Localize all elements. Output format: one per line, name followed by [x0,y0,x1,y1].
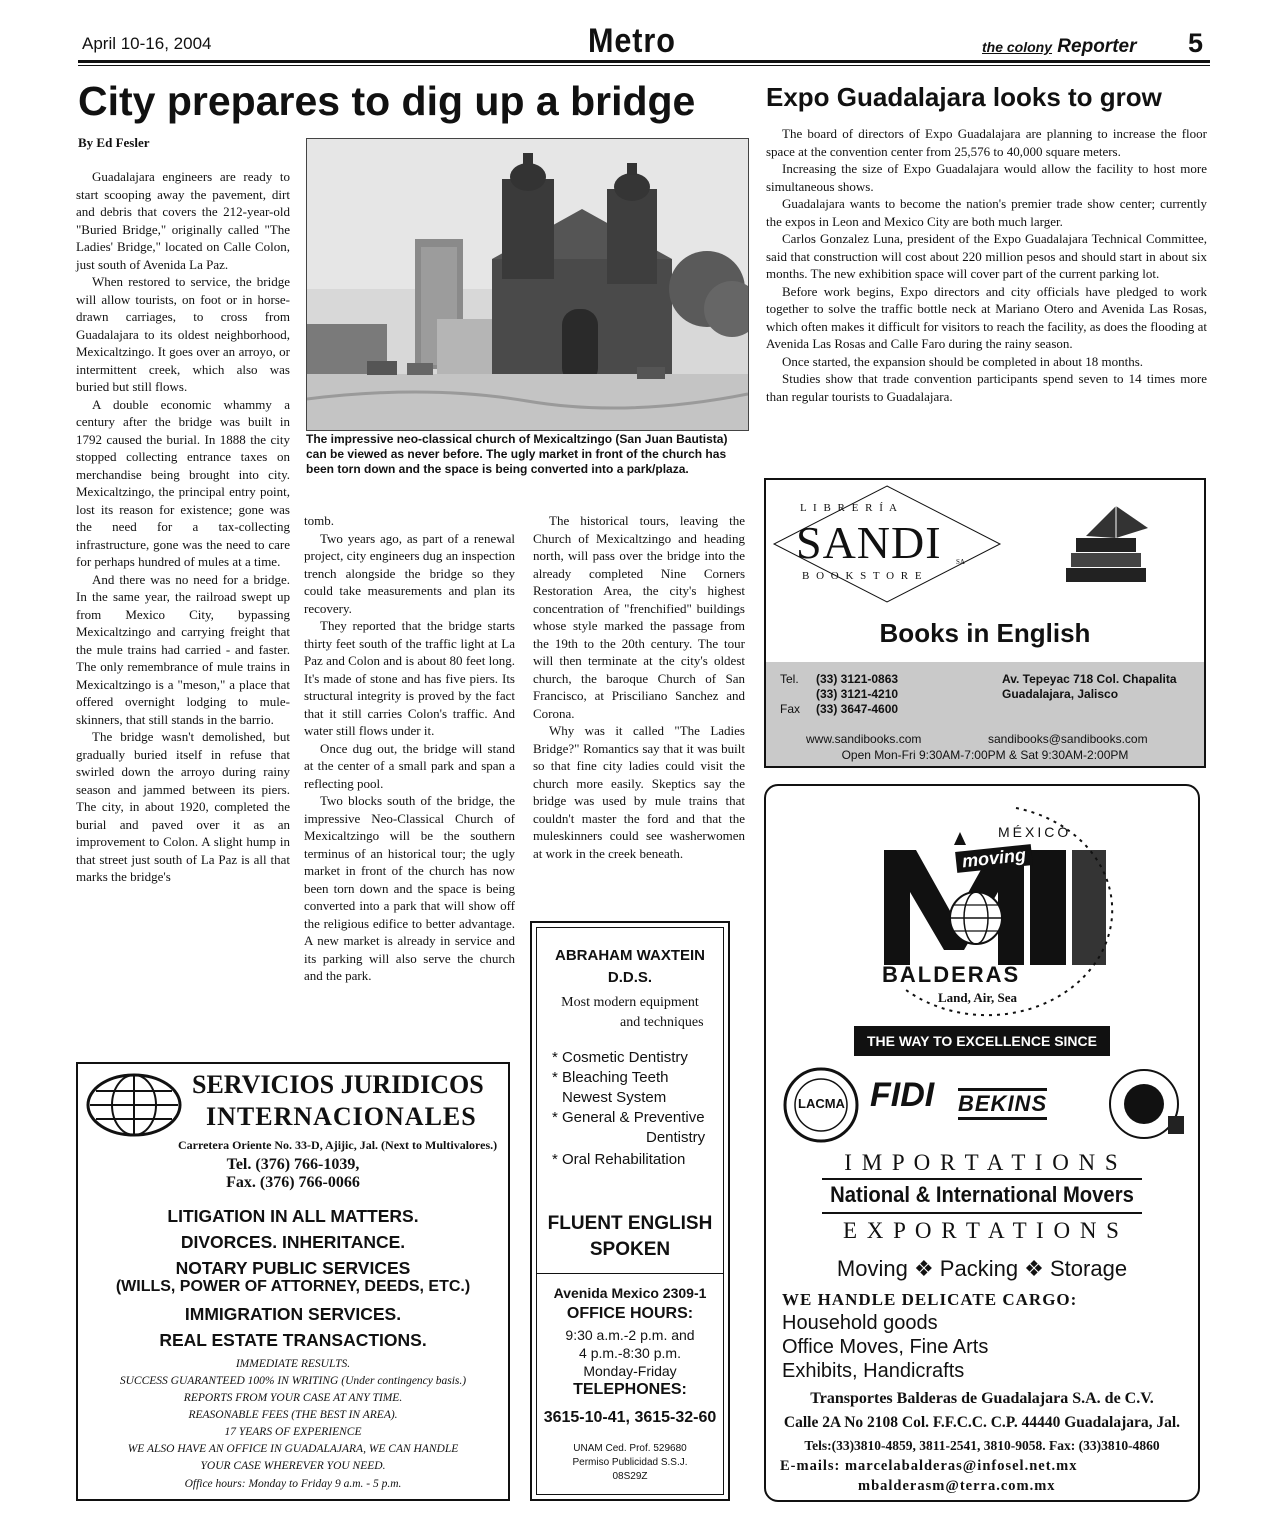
paragraph: The board of directors of Expo Guadalajara are planning to increase the floor space at the convention center from 25,576 to 40,000 square meters. [766,126,1207,159]
paragraph: Why was it called "The Ladies Bridge?" Romantics say that it was built so that fine city ladies could visit the church more easily. Skeptics say the bridge was used by mule trains that couldn't master the ford and that the muleskinners could see washerwomen at work in the creek beneath. [533,723,745,861]
fine-print: IMMEDIATE RESULTS. [235,1358,351,1370]
service-item: DIVORCES. INHERITANCE. [180,1232,406,1252]
license-info: 08S29Z [612,1471,648,1482]
bookstore-label: B O O K S T O R E [802,570,924,582]
books-in-english-headline: Books in English [879,618,1091,648]
byline: By Ed Fesler [78,135,150,150]
divider [822,1212,1142,1214]
church-illustration [307,139,748,430]
website-link[interactable]: www.sandibooks.com [806,732,922,746]
license-info: Permiso Publicidad S.S.J. [572,1457,688,1468]
office-hours: 4 p.m.-8:30 p.m. [579,1345,681,1361]
fluent-english-line1: FLUENT ENGLISH [547,1213,713,1234]
telephone: (33) 3121-4210 [816,687,899,701]
dentist-name: ABRAHAM WAXTEIN [555,947,705,964]
company-name: Transportes Balderas de Guadalajara S.A. de C.V. [810,1390,1154,1407]
balderas-label: BALDERAS [882,962,1021,987]
masthead-rule [78,60,1210,63]
paragraph: They reported that the bridge starts thirty feet south of the traffic light at La Paz and Colon and is about 80 feet long. It's made of stone and has five piers. Its structural integrity is proved by the fact that it still carries Colon's traffic. And water still flows under it. [304,618,515,738]
office-address: Avenida Mexico 2309-1 [553,1285,707,1301]
service-item: LITIGATION IN ALL MATTERS. [167,1206,419,1226]
office-hours: 9:30 a.m.-2 p.m. and [565,1327,695,1343]
email-link[interactable]: mbalderasm@terra.com.mx [858,1478,1056,1494]
fax-label: Fax [780,702,801,716]
moving-label: moving [955,844,1033,873]
section-title: Metro [588,22,676,60]
service-item: IMMIGRATION SERVICES. [184,1304,402,1324]
paragraph: When restored to service, the bridge will allow tourists, on foot or in horse-drawn carriages, to cross from Guadalajara to its oldest neighborhood, Mexicaltzingo. It goes over an arroyo, or intermittent creek, which also was buried but still flows. [76,274,290,394]
fluent-english-line2: SPOKEN [589,1239,671,1260]
tagline: Most modern equipment [561,995,699,1010]
tagline: and techniques [620,1015,704,1030]
paragraph: The historical tours, leaving the Church of Mexicaltzingo and heading north, will pass over the bridge into the already completed Nine Corners Restoration Area, the city's highest concentration of "frenchified" buildings whose style marked the passage from the 19th to the 20th century. The tour will then terminate at the city's oldest church, the baroque Church of San Francisco, at Prisciliano Sanchez and Corona. [533,513,745,721]
cargo-item: Household goods [782,1312,938,1334]
office-days: Monday-Friday [583,1363,677,1379]
association-globe-icon [1104,1066,1188,1144]
firm-telephone: Tel. (376) 766-1039, [226,1156,360,1173]
fine-print: SUCCESS GUARANTEED 100% IN WRITING (Under contingency basis.) [119,1375,467,1387]
exportations-label: E X P O R T A T I O N S [843,1218,1121,1243]
paragraph: Guadalajara engineers are ready to start scooping away the pavement, dirt and debris that covers the 212-year-old "Buried Bridge," originally called "The Ladies' Bridge," located on Calle Colon, just south of Avenida La Paz. [76,169,290,272]
firm-address: Carretera Oriente No. 33-D, Ajijic, Jal. (Next to Multivalores.) [178,1138,498,1152]
email-link[interactable]: sandibooks@sandibooks.com [988,732,1148,746]
expo-headline: Expo Guadalajara looks to grow [766,82,1162,112]
paragraph: Carlos Gonzalez Luna, president of the Expo Guadalajara Technical Committee, said that construction will cost about 220 million pesos and should start in about six months. The new exhibition space will cover part of the current parking lot. [766,231,1207,281]
masthead-rule-thin [78,65,1210,66]
service-item: Newest System [562,1089,667,1106]
company-phones: Tels:(33)3810-4859, 3811-2541, 3810-9058. Fax: (33)3810-4860 [804,1438,1160,1453]
paragraph: The bridge wasn't demolished, but gradually buried itself in refuse that swirled down the arroyo during rainy season and jammed between its piers. The city, in about 1920, completed the burial and paved over it as an improvement to Colon. A slight hump in that street just south of La Paz is all that marks the bridge's [76,729,290,884]
contact-panel [766,662,1204,766]
paragraph-continued: tomb. [304,513,334,528]
license-info: UNAM Ced. Prof. 529680 [573,1443,687,1454]
paragraph: Two blocks south of the bridge, the impressive Neo-Classical Church of Mexicaltzingo will be the southern terminus of an historical tour; the ugly market in front of the church has now been torn down and the space is being converted into a park that will show off the religious edifice to better advantage. A new market is already in service and its parking will also serve the church and the park. [304,793,515,983]
bookstore-name: SANDI [796,517,942,568]
service-item: Dentistry [646,1129,706,1146]
service-item: * Cosmetic Dentistry [552,1049,688,1066]
transport-modes: Land, Air, Sea [938,990,1017,1005]
publication-logo [982,36,1136,58]
fine-print: YOUR CASE WHEREVER YOU NEED. [200,1460,386,1472]
books-stack-icon [1056,498,1156,596]
address: Guadalajara, Jalisco [1002,687,1119,701]
article-column-2 [304,512,515,985]
tel-label: Tel. [780,672,799,686]
fine-print: 17 YEARS OF EXPERIENCE [224,1426,362,1438]
service-item: NOTARY PUBLIC SERVICES [175,1258,411,1278]
ad-sandi-bookstore [764,478,1206,768]
paragraph: Once dug out, the bridge will stand at the center of a small park and span a reflecting pool. [304,740,515,791]
bekins-logo: BEKINS [958,1088,1047,1120]
importations-label: I M P O R T A T I O N S [844,1150,1120,1175]
telephone: (33) 3121-0863 [816,672,899,686]
paragraph: And there was no need for a bridge. In the same year, the railroad swept up from Mexico City, bypassing Mexicaltzingo and carrying freight that the mule trains had carried - and faster. The only remembrance of mule trains in Mexicaltzingo is a "meson," a place that offered overnight lodging to mule-skinners, that still stands in the barrio. [76,571,290,727]
expo-article-body [766,125,1207,405]
main-headline: City prepares to dig up a bridge [78,78,696,124]
bookstore-sa: SA [956,558,965,566]
company-address: Calle 2A No 2108 Col. F.F.C.C. C.P. 44440 Guadalajara, Jal. [783,1414,1181,1431]
dentist-degree: D.D.S. [607,969,653,986]
address: Av. Tepeyac 718 Col. Chapalita [1002,672,1177,686]
mexico-label: MÉXICO [998,824,1072,840]
office-hours-label: OFFICE HOURS: [566,1305,694,1322]
telephones-label: TELEPHONES: [573,1381,687,1398]
service-item: REAL ESTATE TRANSACTIONS. [159,1330,427,1350]
opening-hours: Open Mon-Fri 9:30AM-7:00PM & Sat 9:30AM-2:00PM [841,748,1129,762]
cargo-heading: WE HANDLE DELICATE CARGO: [782,1290,1078,1309]
cargo-item: Office Moves, Fine Arts [782,1336,989,1358]
globe-icon [84,1072,184,1138]
office-hours: Office hours: Monday to Friday 9 a.m. - 5 p.m. [184,1478,402,1490]
article-column-1 [76,168,290,886]
divider [822,1178,1142,1180]
email-link[interactable]: E-mails: marcelabalderas@infosel.net.mx [780,1458,1078,1474]
paragraph: Two years ago, as part of a renewal project, city engineers dug an inspection trench alongside the bridge so they could take measurements and plan its recovery. [304,530,515,616]
fidi-logo: FIDI [870,1076,935,1114]
brand-small: the colony [982,39,1053,55]
libreria-label: L I B R E R Í A [800,502,899,514]
fine-print: REASONABLE FEES (THE BEST IN AREA). [188,1409,398,1421]
telephones: 3615-10-41, 3615-32-60 [543,1409,717,1426]
service-item: (WILLS, POWER OF ATTORNEY, DEEDS, ETC.) [115,1278,471,1295]
paragraph: Guadalajara wants to become the nation's premier trade show center; currently the expos in Leon and Mexico City are both much larger. [766,196,1207,229]
fine-print: WE ALSO HAVE AN OFFICE IN GUADALAJARA, WE CAN HANDLE [127,1443,459,1455]
fax: (33) 3647-4600 [816,702,899,716]
ad-balderas-movers [764,784,1200,1502]
movers-tagline: National & International Movers [830,1182,1134,1207]
page-number: 5 [1188,28,1204,58]
firm-fax: Fax. (376) 766-0066 [226,1174,360,1191]
ad-waxtein-dentist [530,921,730,1501]
services-line: Moving ❖ Packing ❖ Storage [836,1256,1128,1281]
brand-name: Reporter [1057,36,1137,57]
firm-name-line2: INTERNACIONALES [206,1102,477,1131]
ad-servicios-juridicos [76,1062,510,1501]
service-item: * Bleaching Teeth [552,1069,669,1086]
paragraph: A double economic whammy a century after the bridge was built in 1792 caused the burial. In 1888 the city stopped collecting entrance taxes on merchandise being brought into city. Mexicaltzingo, the principal entry point, lost its reason for existence; gone was the need for a tax-collecting infrastructure, gone was the need to care for perhaps hundred of mules at a time. [76,396,290,569]
cargo-item: Exhibits, Handicrafts [782,1360,965,1382]
firm-name-line1: SERVICIOS JURIDICOS [192,1070,484,1099]
photo-caption: The impressive neo-classical church of Mexicaltzingo (San Juan Bautista) can be viewed as never before. The ugly market in front of the church has been torn down and the space is being converted into a park/plaza. [306,432,728,476]
paragraph: Increasing the size of Expo Guadalajara would allow the facility to host more simultaneous shows. [766,161,1207,194]
service-item: * Oral Rehabilitation [552,1151,686,1168]
service-item: * General & Preventive [552,1109,705,1126]
slogan-banner: THE WAY TO EXCELLENCE SINCE 1950 [854,1026,1110,1056]
paragraph: Studies show that trade convention participants spend seven to 14 times more than regular tourists to Guadalajara. [766,371,1207,404]
lacma-logo: LACMA [798,1096,845,1111]
article-column-3 [533,512,745,862]
paragraph: Once started, the expansion should be completed in about 18 months. [782,353,1144,369]
fine-print: REPORTS FROM YOUR CASE AT ANY TIME. [183,1392,403,1404]
divider [536,1273,724,1274]
paragraph: Before work begins, Expo directors and city officials have pledged to work together to solve the traffic bottle neck at Mariano Otero and Avenida Las Rosas, which often makes it difficult for visitors to reach the facility, as does the flooding at Avenida Las Rosas and Calle Faro during the rainy season. [766,283,1207,351]
church-photo [306,138,749,431]
issue-date: April 10-16, 2004 [82,34,212,53]
